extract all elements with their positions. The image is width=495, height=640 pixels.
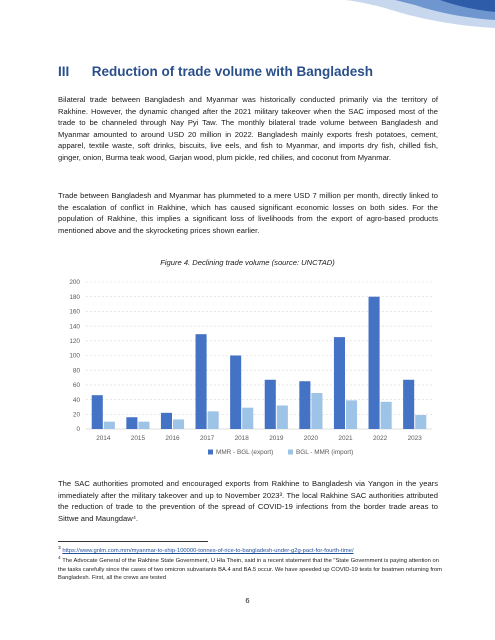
bar-import <box>242 408 253 429</box>
footnote-4 <box>58 555 443 582</box>
x-tick-label: 2015 <box>130 435 146 442</box>
x-tick-label: 2022 <box>372 435 388 442</box>
footnote-3 <box>58 545 443 555</box>
bar-import <box>415 415 426 429</box>
y-tick-label: 20 <box>72 411 80 419</box>
x-tick-label: 2023 <box>407 435 422 442</box>
footnote-3-link[interactable]: https://www.gnlm.com.mm/myanmar-to-ship-100000-tonnes-of-rice-to-bangladesh-under-g2g-pact-for-fourth-time/ <box>62 547 354 554</box>
bar-export <box>92 395 103 429</box>
bar-import <box>277 405 288 429</box>
bar-export <box>334 337 345 429</box>
x-tick-label: 2017 <box>199 435 215 442</box>
footnote-3-marker: 3 <box>58 546 61 551</box>
legend-swatch-export <box>208 450 213 455</box>
x-tick-label: 2020 <box>303 435 319 442</box>
bar-export <box>161 413 172 429</box>
header-decoration <box>345 0 495 28</box>
bar-import <box>346 400 357 429</box>
bar-export <box>196 334 207 429</box>
footnote-divider <box>58 541 208 542</box>
section-number: III <box>58 64 70 79</box>
bar-export <box>369 297 380 429</box>
section-title: Reduction of trade volume with Bangladesh <box>91 64 374 79</box>
bar-import <box>381 402 392 429</box>
y-tick-label: 60 <box>72 382 80 390</box>
footnotes <box>58 545 443 582</box>
x-tick-label: 2021 <box>338 435 353 442</box>
bar-export <box>403 380 414 429</box>
bar-export <box>265 380 276 429</box>
bar-import <box>138 422 149 429</box>
paragraph-trade-decline: Trade between Bangladesh and Myanmar has plummeted to a mere USD 7 million per month, directly linked to the escalation of conflict in Rakhine, which has caused significant economic losses on both sides. For the population of Rakhine, this implies a significant loss of livelihoods from the export of agro-based products mentioned above and the skyrocketing prices shown earlier. <box>58 191 438 235</box>
bar-export <box>126 417 137 429</box>
y-tick-label: 160 <box>69 308 80 316</box>
x-tick-label: 2014 <box>96 435 111 442</box>
bar-export <box>230 356 241 430</box>
y-tick-label: 180 <box>69 293 80 301</box>
x-tick-label: 2019 <box>269 435 284 442</box>
paragraph-export-policy: The SAC authorities promoted and encouraged exports from Rakhine to Bangladesh via Yangon in the years immediately after the military takeover and up to November 2023³. The local Rakhine SAC authorities attributed the reduction of trade to the prevention of the spread of COVID-19 infections from the border trade areas to Sittwe and Maungdaw⁴. <box>58 479 438 523</box>
footnote-4-marker: 4 <box>58 556 61 562</box>
legend-label-import: BGL - MMR (import) <box>296 449 354 456</box>
y-tick-label: 0 <box>76 426 80 434</box>
bar-import <box>173 419 184 429</box>
bar-import <box>208 411 219 429</box>
bar-import <box>104 422 115 429</box>
y-tick-label: 100 <box>69 352 80 360</box>
paragraph-trade-overview: Bilateral trade between Bangladesh and Myanmar was historically conducted primarily via the territory of Rakhine. However, the dynamic changed after the 2021 military takeover when the SAC imposed most of the trade to be channeled through Nay Pyi Taw. The monthly bilateral trade volume between Bangladesh and Myanmar amounted to around USD 20 million in 2022. Bangladesh mainly exports fresh potatoes, cement, apparel, textile waste, soft drinks, biscuits, live eels, and fish to Myanmar, and imports dry fish, chilled fish, ginger, onion, Burma teak wood, Garjan wood, plum pickle, red chilies, and coconut from Myanmar. <box>58 95 438 162</box>
x-tick-label: 2018 <box>234 435 249 442</box>
x-tick-label: 2016 <box>165 435 180 442</box>
bar-export <box>299 381 310 429</box>
legend-swatch-import <box>288 450 293 455</box>
y-tick-label: 200 <box>69 279 80 287</box>
bar-import <box>311 393 322 429</box>
trade-volume-chart <box>60 272 440 468</box>
footnote-4-text: The Advocate General of the Rakhine State Government, U Hla Thein, said in a recent statement that the "State Government is paying attention on the tasks carefully since the cases of two omicron subvariants BA.4 and BA.5 occur. We have speeded up COVID-19 tests for boatmen returning from Bangladesh. First, all the crews are tested <box>58 558 442 582</box>
legend-label-export: MMR - BGL (export) <box>216 449 274 456</box>
figure-caption: Figure 4. Declining trade volume (source: UNCTAD) <box>160 258 335 267</box>
y-tick-label: 140 <box>69 323 80 331</box>
page-number: 6 <box>245 596 250 605</box>
y-tick-label: 120 <box>69 338 80 345</box>
y-tick-label: 80 <box>72 367 80 375</box>
section-heading <box>58 64 373 79</box>
y-tick-label: 40 <box>72 396 80 404</box>
